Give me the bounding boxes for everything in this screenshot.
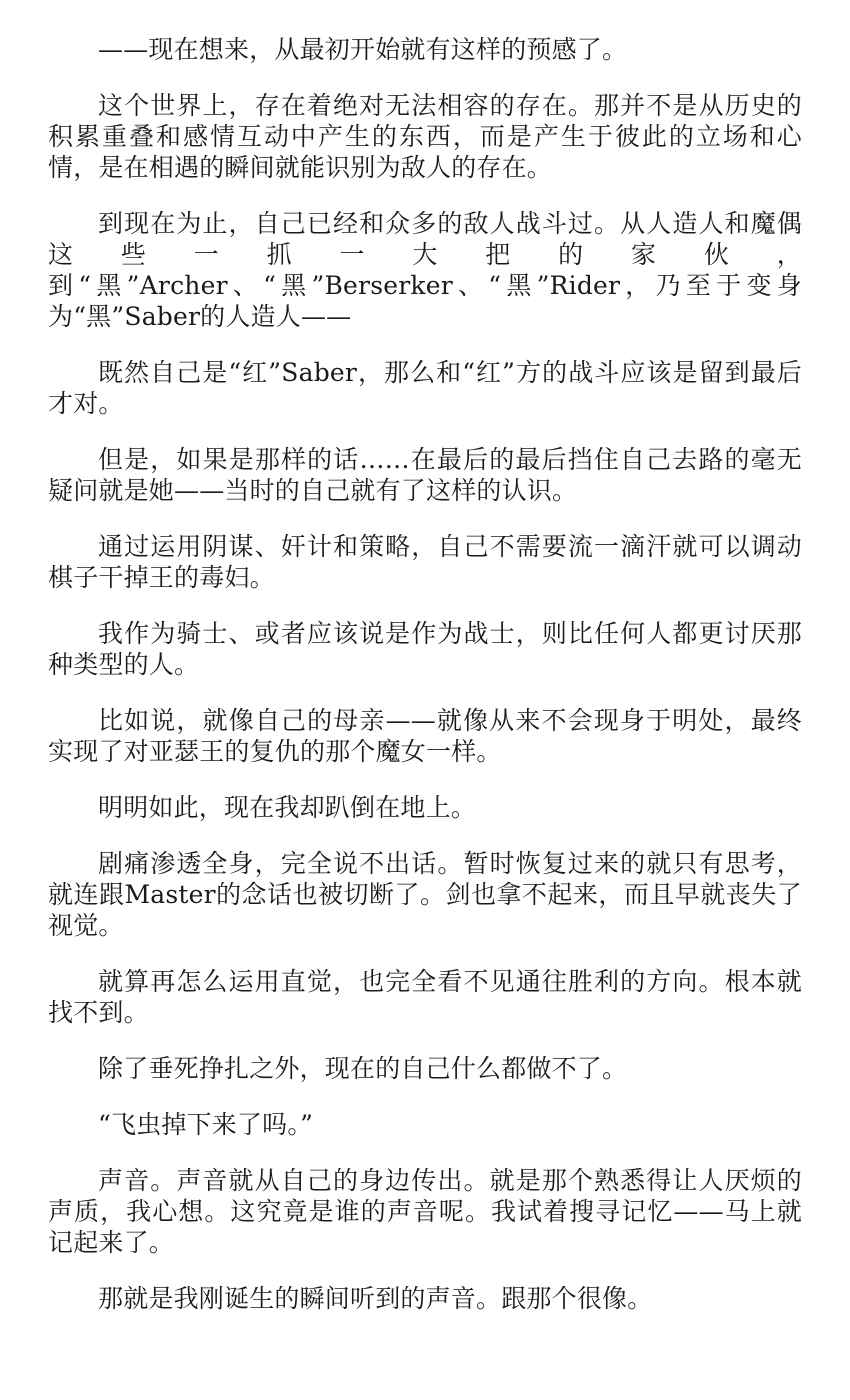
paragraph: 比如说，就像自己的母亲——就像从来不会现身于明处，最终实现了对亚瑟王的复仇的那个魔女一样。 bbox=[48, 706, 802, 766]
paragraph: 我作为骑士、或者应该说是作为战士，则比任何人都更讨厌那种类型的人。 bbox=[48, 619, 802, 679]
paragraph: 除了垂死挣扎之外，现在的自己什么都做不了。 bbox=[98, 1054, 628, 1083]
paragraph: ——现在想来，从最初开始就有这样的预感了。 bbox=[98, 35, 628, 64]
paragraph: 那就是我刚诞生的瞬间听到的声音。跟那个很像。 bbox=[98, 1284, 653, 1313]
paragraph: 这个世界上，存在着绝对无法相容的存在。那并不是从历史的积累重叠和感情互动中产生的东西，而是产生于彼此的立场和心情，是在相遇的瞬间就能识别为敌人的存在。 bbox=[48, 91, 802, 182]
paragraph: 声音。声音就从自己的身边传出。就是那个熟悉得让人厌烦的声质，我心想。这究竟是谁的声音呢。我试着搜寻记忆——马上就记起来了。 bbox=[48, 1166, 802, 1257]
paragraph: 通过运用阴谋、奸计和策略，自己不需要流一滴汗就可以调动棋子干掉王的毒妇。 bbox=[48, 532, 802, 592]
paragraph: 剧痛渗透全身，完全说不出话。暂时恢复过来的就只有思考，就连跟Master的念话也被切断了。剑也拿不起来，而且早就丧失了视觉。 bbox=[48, 849, 802, 940]
paragraph: 但是，如果是那样的话……在最后的最后挡住自己去路的毫无疑问就是她——当时的自己就有了这样的认识。 bbox=[48, 445, 802, 505]
paragraph: 明明如此，现在我却趴倒在地上。 bbox=[98, 793, 477, 822]
dialogue-line: “飞虫掉下来了吗。” bbox=[98, 1110, 314, 1139]
paragraph: 到现在为止，自己已经和众多的敌人战斗过。从人造人和魔偶这些一抓一大把的家伙，到“黑”Archer、“黑”Berserker、“黑”Rider，乃至于变身为“黑”Saber的人造人—— bbox=[48, 209, 802, 331]
paragraph: 就算再怎么运用直觉，也完全看不见通往胜利的方向。根本就找不到。 bbox=[48, 967, 802, 1027]
document-page bbox=[48, 34, 802, 1314]
paragraph: 既然自己是“红”Saber，那么和“红”方的战斗应该是留到最后才对。 bbox=[48, 358, 802, 418]
